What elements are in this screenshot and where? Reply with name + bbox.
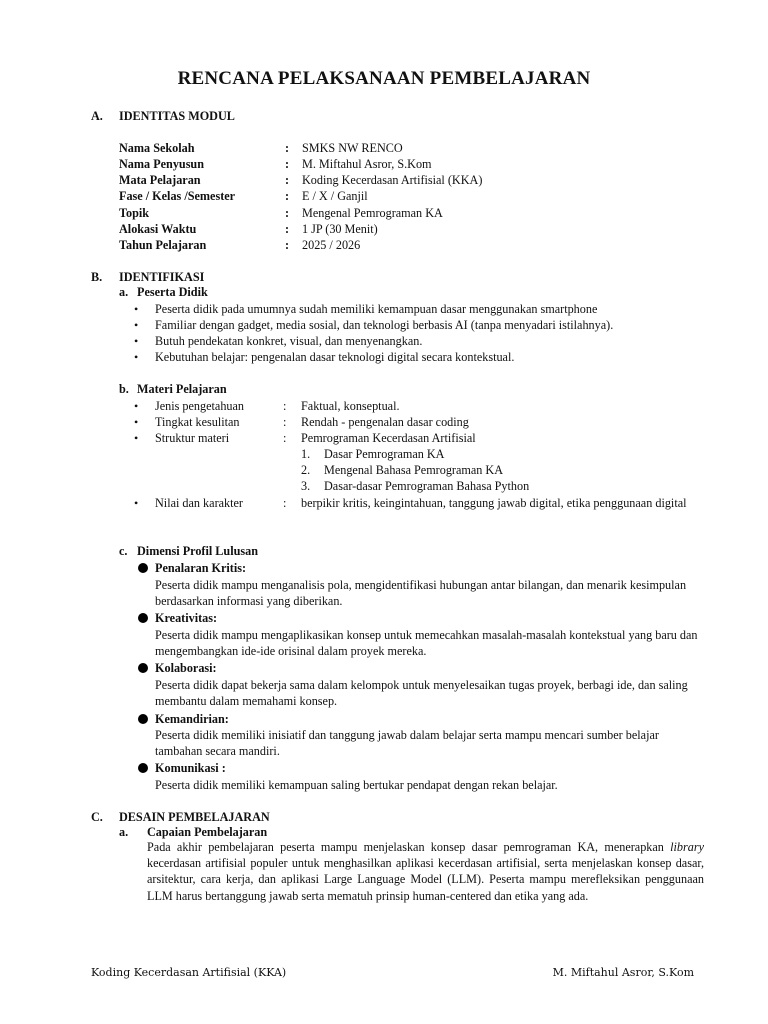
numbered-marker: 1. [301, 447, 311, 461]
materi-value: Rendah - pengenalan dasar coding [301, 415, 469, 429]
identity-colon: : [285, 173, 290, 187]
materi-colon: : [283, 496, 287, 510]
numbered-item: Mengenal Bahasa Pemrograman KA [324, 463, 504, 477]
dimension-title: Penalaran Kritis: [155, 561, 247, 575]
identity-colon: : [285, 222, 290, 236]
footer-left: Koding Kecerdasan Artifisial (KKA) [91, 966, 287, 979]
capaian-paragraph [147, 839, 704, 904]
subsection-title: Capaian Pembelajaran [147, 825, 268, 839]
dimension-text: Peserta didik memiliki inisiatif dan tanggung jawab dalam belajar serta mampu mencari sumber belajar tambahan secara mandiri. [155, 728, 659, 758]
capaian-text-continued: kecerdasan artifisial populer untuk menghasilkan aplikasi kecerdasan artifisial, serta menjelaskan konsep dasar, arsitektur, cara kerja, dan aplikasi Large Language Model (LLM). Peserta mampu merefleksikan penggunaan LLM harus bertanggung jawab serta mematuh prinsip human-centered dan etika yang ada. [147, 856, 704, 903]
identity-value: SMKS NW RENCO [302, 141, 403, 155]
identity-label: Topik [119, 206, 150, 220]
subsection-letter: a. [119, 285, 129, 299]
dimension-title: Komunikasi : [155, 761, 226, 775]
identity-value: Koding Kecerdasan Artifisial (KKA) [302, 173, 483, 187]
bullet-icon: • [134, 302, 139, 316]
subsection-title: Materi Pelajaran [137, 382, 227, 396]
materi-label: Nilai dan karakter [155, 496, 243, 510]
section-c-letter: C. [91, 810, 103, 824]
identity-row [119, 188, 719, 204]
identity-colon: : [285, 206, 290, 220]
footer-right: M. Miftahul Asror, S.Kom [552, 966, 694, 979]
section-a-letter: A. [91, 109, 103, 123]
page-title: RENCANA PELAKSANAAN PEMBELAJARAN [177, 68, 591, 89]
dimension-title: Kemandirian: [155, 712, 229, 726]
dimension-title: Kreativitas: [155, 611, 218, 625]
bullet-icon: • [134, 334, 139, 348]
list-item: Peserta didik pada umumnya sudah memiliki kemampuan dasar menggunakan smartphone [155, 302, 598, 316]
identity-row [119, 205, 719, 221]
materi-label: Struktur materi [155, 431, 230, 445]
bullet-icon: • [134, 431, 139, 445]
materi-value: Faktual, konseptual. [301, 399, 400, 413]
subsection-letter: c. [119, 544, 128, 558]
section-b-title: IDENTIFIKASI [119, 270, 205, 284]
bullet-icon: • [134, 399, 139, 413]
identity-value: 1 JP (30 Menit) [302, 222, 378, 236]
dimension-text: Peserta didik dapat bekerja sama dalam kelompok untuk menyelesaikan tugas proyek, berbagi ide, dan saling membantu dalam memahami konsep. [155, 678, 688, 708]
identity-colon: : [285, 141, 290, 155]
bullet-icon: • [134, 496, 139, 510]
numbered-marker: 3. [301, 479, 311, 493]
identity-colon: : [285, 157, 290, 171]
capaian-text: Pada akhir pembelajaran peserta mampu menjelaskan konsep dasar pemrograman KA, menerapkan [147, 840, 671, 854]
numbered-marker: 2. [301, 463, 311, 477]
materi-colon: : [283, 431, 287, 445]
materi-colon: : [283, 415, 287, 429]
materi-colon: : [283, 399, 287, 413]
materi-value: berpikir kritis, keingintahuan, tanggung jawab digital, etika penggunaan digital [301, 496, 687, 510]
bullet-icon: • [134, 350, 139, 364]
identity-row [119, 221, 719, 237]
identity-label: Nama Sekolah [119, 141, 195, 155]
identity-row [119, 156, 719, 172]
identity-row [119, 237, 719, 253]
bullet-dot-icon [138, 663, 148, 673]
bullet-dot-icon [138, 763, 148, 773]
identity-row [119, 172, 719, 188]
section-b-letter: B. [91, 270, 103, 284]
bullet-icon: • [134, 415, 139, 429]
list-item: Butuh pendekatan konkret, visual, dan menyenangkan. [155, 334, 423, 348]
identity-label: Fase / Kelas /Semester [119, 189, 236, 203]
identity-label: Tahun Pelajaran [119, 238, 207, 252]
subsection-title: Dimensi Profil Lulusan [137, 544, 258, 558]
subsection-letter: a. [119, 825, 129, 839]
identity-colon: : [285, 189, 290, 203]
capaian-italic-text: library [670, 840, 704, 854]
subsection-title: Peserta Didik [137, 285, 208, 299]
list-item: Familiar dengan gadget, media sosial, dan teknologi berbasis AI (tanpa menyadari istilahnya). [155, 318, 614, 332]
identity-row [119, 140, 719, 156]
bullet-dot-icon [138, 563, 148, 573]
numbered-item: Dasar Pemrograman KA [324, 447, 445, 461]
identity-value: E / X / Ganjil [302, 189, 368, 203]
identity-value: 2025 / 2026 [302, 238, 361, 252]
identity-label: Alokasi Waktu [119, 222, 197, 236]
numbered-item: Dasar-dasar Pemrograman Bahasa Python [324, 479, 530, 493]
materi-label: Jenis pengetahuan [155, 399, 245, 413]
list-item: Kebutuhan belajar: pengenalan dasar teknologi digital secara kontekstual. [155, 350, 515, 364]
identity-value: Mengenal Pemrograman KA [302, 206, 443, 220]
dimension-text: Peserta didik mampu mengaplikasikan konsep untuk memecahkan masalah-masalah kontekstual yang baru dan mengembangkan ide-ide orisinal dalam proyek mereka. [155, 628, 698, 658]
bullet-dot-icon [138, 714, 148, 724]
identity-value: M. Miftahul Asror, S.Kom [302, 157, 432, 171]
section-c-title: DESAIN PEMBELAJARAN [119, 810, 270, 824]
subsection-letter: b. [119, 382, 129, 396]
bullet-icon: • [134, 318, 139, 332]
section-a-title: IDENTITAS MODUL [119, 109, 235, 123]
dimension-text: Peserta didik memiliki kemampuan saling bertukar pendapat dengan rekan belajar. [155, 778, 558, 792]
identity-label: Mata Pelajaran [119, 173, 201, 187]
dimension-title: Kolaborasi: [155, 661, 217, 675]
identity-colon: : [285, 238, 290, 252]
materi-value: Pemrograman Kecerdasan Artifisial [301, 431, 476, 445]
materi-label: Tingkat kesulitan [155, 415, 240, 429]
identity-label: Nama Penyusun [119, 157, 204, 171]
dimension-text: Peserta didik mampu menganalisis pola, mengidentifikasi hubungan antar bilangan, dan menarik kesimpulan berdasarkan informasi yang diberikan. [155, 578, 687, 608]
bullet-dot-icon [138, 613, 148, 623]
